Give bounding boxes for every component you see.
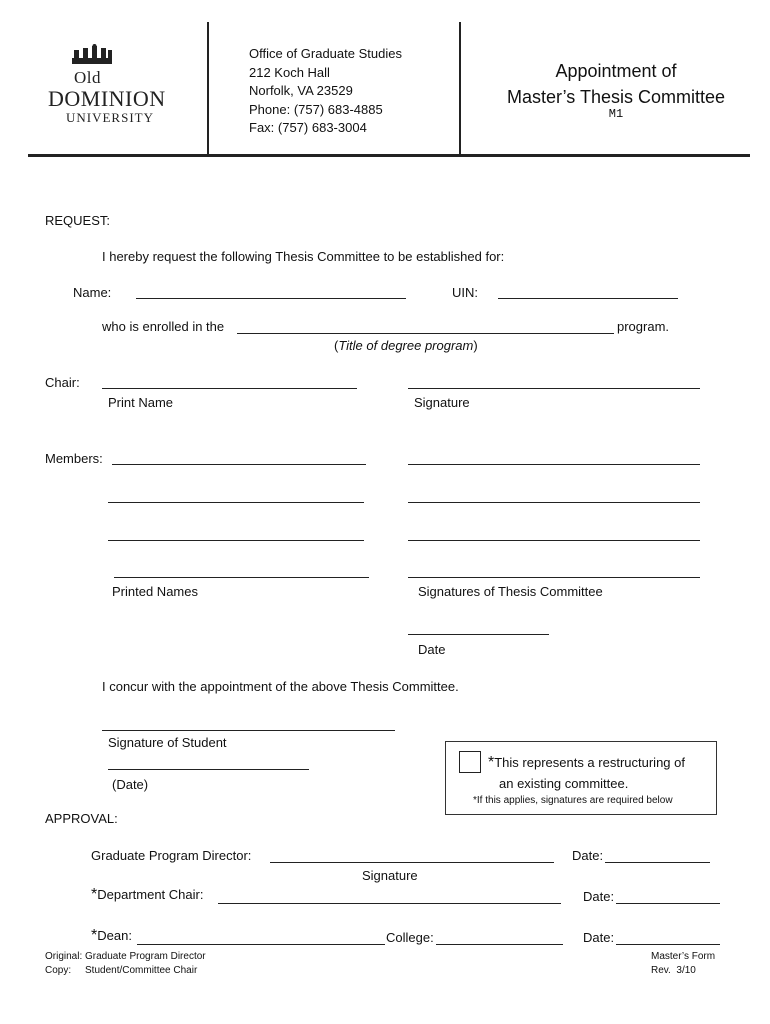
- office-address-block: [249, 45, 402, 138]
- program-hint: [334, 338, 478, 353]
- name-field[interactable]: [136, 298, 406, 299]
- dean-date-label: Date:: [583, 930, 615, 945]
- approval-heading: APPROVAL:: [45, 811, 118, 826]
- dept-chair-label: [91, 887, 203, 902]
- footer-form-name: Master’s Form: [651, 951, 716, 962]
- dean-star: *: [91, 927, 98, 944]
- printed-names-label: Printed Names: [112, 584, 198, 599]
- committee-date-label: Date: [418, 642, 446, 657]
- header-divider-left: [207, 22, 209, 156]
- request-heading: REQUEST:: [45, 213, 111, 228]
- degree-program-field[interactable]: [237, 333, 614, 334]
- member-name-field[interactable]: [108, 502, 364, 503]
- committee-signatures-label: Signatures of Thesis Committee: [418, 584, 603, 599]
- restructure-line-1-text: This represents a restructuring of: [494, 755, 685, 770]
- enrolled-prefix: who is enrolled in the: [102, 319, 225, 334]
- student-date-field[interactable]: [108, 769, 309, 770]
- logo-line-university: UNIVERSITY: [66, 110, 154, 125]
- chair-label: Chair:: [45, 375, 80, 390]
- member-name-field[interactable]: [114, 577, 369, 578]
- enrolled-suffix: program.: [617, 319, 670, 334]
- member-signature-field[interactable]: [408, 577, 700, 578]
- logo-line-old: Old: [74, 68, 101, 87]
- chair-signature-label: Signature: [414, 395, 470, 410]
- uin-field[interactable]: [498, 298, 678, 299]
- dean-signature-field[interactable]: [137, 944, 385, 945]
- restructure-star: *: [488, 754, 495, 771]
- name-label: Name:: [73, 285, 112, 300]
- request-intro: I hereby request the following Thesis Committee to be established for:: [102, 249, 505, 264]
- member-signature-field[interactable]: [408, 464, 700, 465]
- form-code: M1: [608, 107, 624, 121]
- gpd-signature-field[interactable]: [270, 862, 554, 863]
- college-label: College:: [386, 930, 434, 945]
- chair-signature-field[interactable]: [408, 388, 700, 389]
- dept-chair-signature-field[interactable]: [218, 903, 561, 904]
- concur-text: I concur with the appointment of the above Thesis Committee.: [102, 679, 459, 694]
- office-address-1: 212 Koch Hall: [249, 64, 330, 80]
- office-fax: Fax: (757) 683-3004: [249, 120, 367, 135]
- dept-chair-star: *: [91, 886, 98, 903]
- dean-label: [91, 928, 132, 943]
- program-hint-text: Title of degree program: [338, 338, 474, 353]
- footer-revision: Rev. 3/10: [651, 965, 696, 976]
- dept-chair-date-field[interactable]: [616, 903, 720, 904]
- dept-chair-date-label: Date:: [583, 889, 615, 904]
- committee-date-field[interactable]: [408, 634, 549, 635]
- chair-print-name-label: Print Name: [108, 395, 174, 410]
- member-signature-field[interactable]: [408, 502, 700, 503]
- restructure-checkbox[interactable]: [459, 751, 481, 773]
- chair-name-field[interactable]: [102, 388, 357, 389]
- office-address-2: Norfolk, VA 23529: [249, 83, 353, 98]
- college-field[interactable]: [436, 944, 563, 945]
- dean-date-field[interactable]: [616, 944, 720, 945]
- office-name: Office of Graduate Studies: [249, 46, 402, 61]
- form-title-line-2: Master’s Thesis Committee: [506, 87, 726, 107]
- header-bottom-rule: [28, 154, 750, 157]
- footer-copy: Copy: Student/Committee Chair: [45, 965, 198, 976]
- crown-icon: [70, 44, 114, 66]
- uin-label: UIN:: [452, 285, 478, 300]
- program-hint-close: ): [473, 338, 478, 353]
- gpd-date-label: Date:: [572, 848, 604, 863]
- restructure-note: *If this applies, signatures are required below: [473, 795, 673, 806]
- student-date-label: (Date): [112, 777, 149, 792]
- program-hint-open: (: [334, 338, 339, 353]
- student-signature-field[interactable]: [102, 730, 395, 731]
- restructure-line-1: [488, 755, 685, 770]
- members-label: Members:: [45, 451, 103, 466]
- dept-chair-label-text: Department Chair:: [97, 887, 204, 902]
- gpd-label: Graduate Program Director:: [91, 848, 252, 863]
- footer-original: Original: Graduate Program Director: [45, 951, 206, 962]
- odu-logo: [44, 44, 174, 134]
- office-phone: Phone: (757) 683-4885: [249, 101, 383, 117]
- dean-label-text: Dean:: [97, 928, 132, 943]
- student-signature-label: Signature of Student: [108, 735, 227, 750]
- form-title-line-1: Appointment of: [555, 61, 677, 81]
- logo-line-dominion: DOMINION: [48, 86, 166, 111]
- member-name-field[interactable]: [112, 464, 366, 465]
- member-signature-field[interactable]: [408, 540, 700, 541]
- header-divider-right: [459, 22, 461, 156]
- member-name-field[interactable]: [108, 540, 364, 541]
- gpd-date-field[interactable]: [605, 862, 710, 863]
- restructure-line-2: an existing committee.: [499, 776, 629, 791]
- gpd-signature-label: Signature: [362, 868, 418, 883]
